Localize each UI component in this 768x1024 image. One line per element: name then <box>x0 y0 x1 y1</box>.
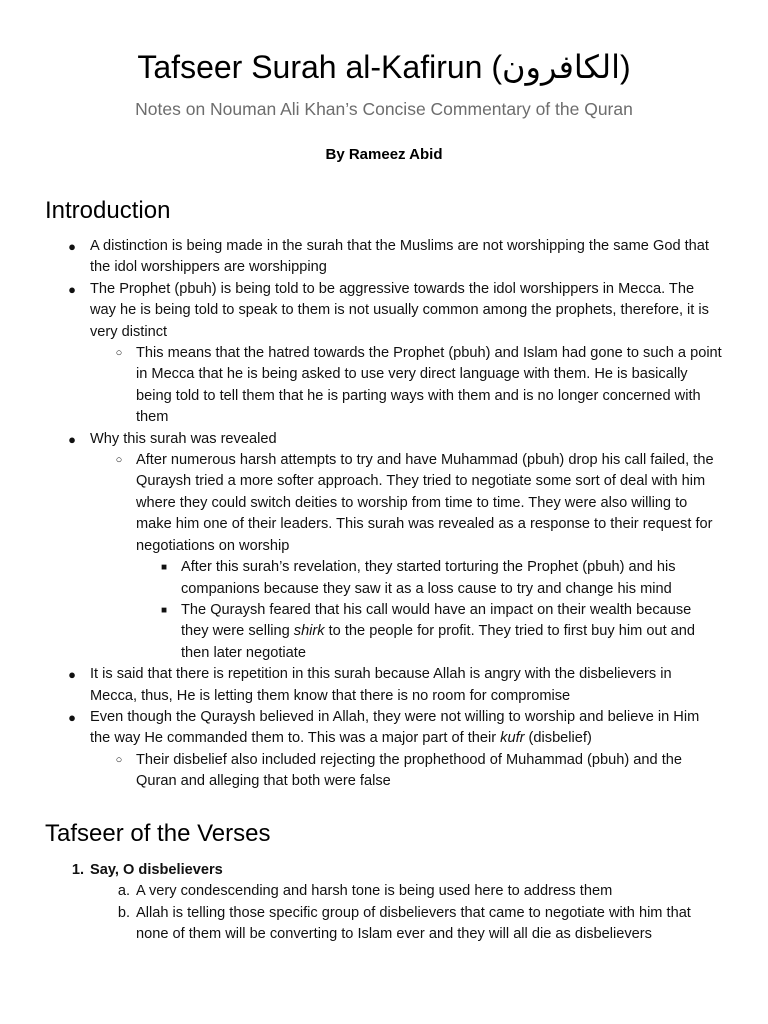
bullet-marker: ● <box>68 239 76 254</box>
list-item <box>68 664 720 707</box>
tafseer-list <box>0 860 768 946</box>
list-item <box>68 279 720 343</box>
list-item <box>115 343 724 429</box>
list-item <box>117 881 724 902</box>
list-item <box>115 450 724 557</box>
document-subtitle: Notes on Nouman Ali Khan’s Concise Commentary of the Quran <box>135 99 633 119</box>
bullet-marker: ● <box>68 709 76 725</box>
italic-term-shirk: shirk <box>293 623 325 640</box>
list-item-text: Why this surah was revealed <box>90 430 277 447</box>
list-item-text: The Quraysh feared that his call would have an impact on their wealth because they were selling <box>181 601 692 640</box>
verse-title-text: Say, O disbelievers <box>90 862 223 878</box>
bullet-marker: ● <box>68 281 76 297</box>
bullet-marker: ● <box>68 667 76 683</box>
list-item-text: Their disbelief also included rejecting the prophethood of Muhammad (pbuh) and the Quran and alleging that both were false <box>136 751 682 790</box>
square-marker: ■ <box>160 562 168 574</box>
list-item-text: The Prophet (pbuh) is being told to be aggressive towards the idol worshippers in Mecca. The way he is being told to speak to them is not usually common among the prophets, therefore, it is very distinct <box>90 280 709 340</box>
circle-marker: ○ <box>115 454 123 467</box>
list-item-text: It is said that there is repetition in this surah because Allah is angry with the disbelievers in Mecca, thus, He is letting them know that there is no room for compromise <box>90 666 672 704</box>
verse-title <box>71 860 720 881</box>
list-item-text: A distinction is being made in the surah that the Muslims are not worshipping the same God that the idol worshippers are worshipping <box>90 238 709 276</box>
bullet-marker: ● <box>68 431 76 447</box>
list-item <box>160 600 719 664</box>
circle-marker: ○ <box>115 753 123 766</box>
number-marker: 1. <box>71 862 84 878</box>
circle-marker: ○ <box>115 347 123 360</box>
list-item-text: This means that the hatred towards the Prophet (pbuh) and Islam had gone to such a point in Mecca that he is being asked to use very direct language with them. He is basically being told to tell them that he is parting ways with them and is no longer concerned with them <box>136 345 722 426</box>
list-item-text: After this surah’s revelation, they started torturing the Prophet (pbuh) and his companions because they saw it as a loss cause to try and change his mind <box>181 559 676 597</box>
list-item <box>115 750 724 793</box>
document-author: By Rameez Abid <box>325 146 443 163</box>
document-title: Tafseer Surah al-Kafirun (الكافرون) <box>137 49 631 85</box>
list-item <box>68 429 720 450</box>
list-item-text: After numerous harsh attempts to try and have Muhammad (pbuh) drop his call failed, the Quraysh tried a more softer approach. They tried to negotiate some sort of deal with him where they could switch deities to worship from time to time. They were also willing to make him one of their leaders. This surah was revealed as a response to their request for negotiations on worship <box>136 452 714 554</box>
list-item-text: A very condescending and harsh tone is being used here to address them <box>136 883 613 900</box>
introduction-heading: Introduction <box>45 197 171 224</box>
letter-marker: a. <box>117 883 130 900</box>
list-item <box>160 557 719 600</box>
list-item-text: Allah is telling those specific group of disbelievers that came to negotiate with him that none of them will be converting to Islam ever and they will all die as disbelievers <box>136 904 691 943</box>
list-item <box>68 707 720 750</box>
tafseer-heading: Tafseer of the Verses <box>45 820 271 847</box>
introduction-list <box>0 236 768 793</box>
list-item-text: (disbelief) <box>524 730 592 747</box>
list-item-text: to the people for profit. They tried to first buy him out and then later negotiate <box>181 623 696 661</box>
square-marker: ■ <box>160 604 168 616</box>
list-item-text: Even though the Quraysh believed in Allah, they were not willing to worship and believe in Him the way He commanded them to. This was a major part of their <box>90 708 700 747</box>
list-item <box>68 236 720 279</box>
list-item <box>117 903 724 946</box>
letter-marker: b. <box>117 904 130 921</box>
italic-term-kufr: kufr <box>500 730 525 747</box>
